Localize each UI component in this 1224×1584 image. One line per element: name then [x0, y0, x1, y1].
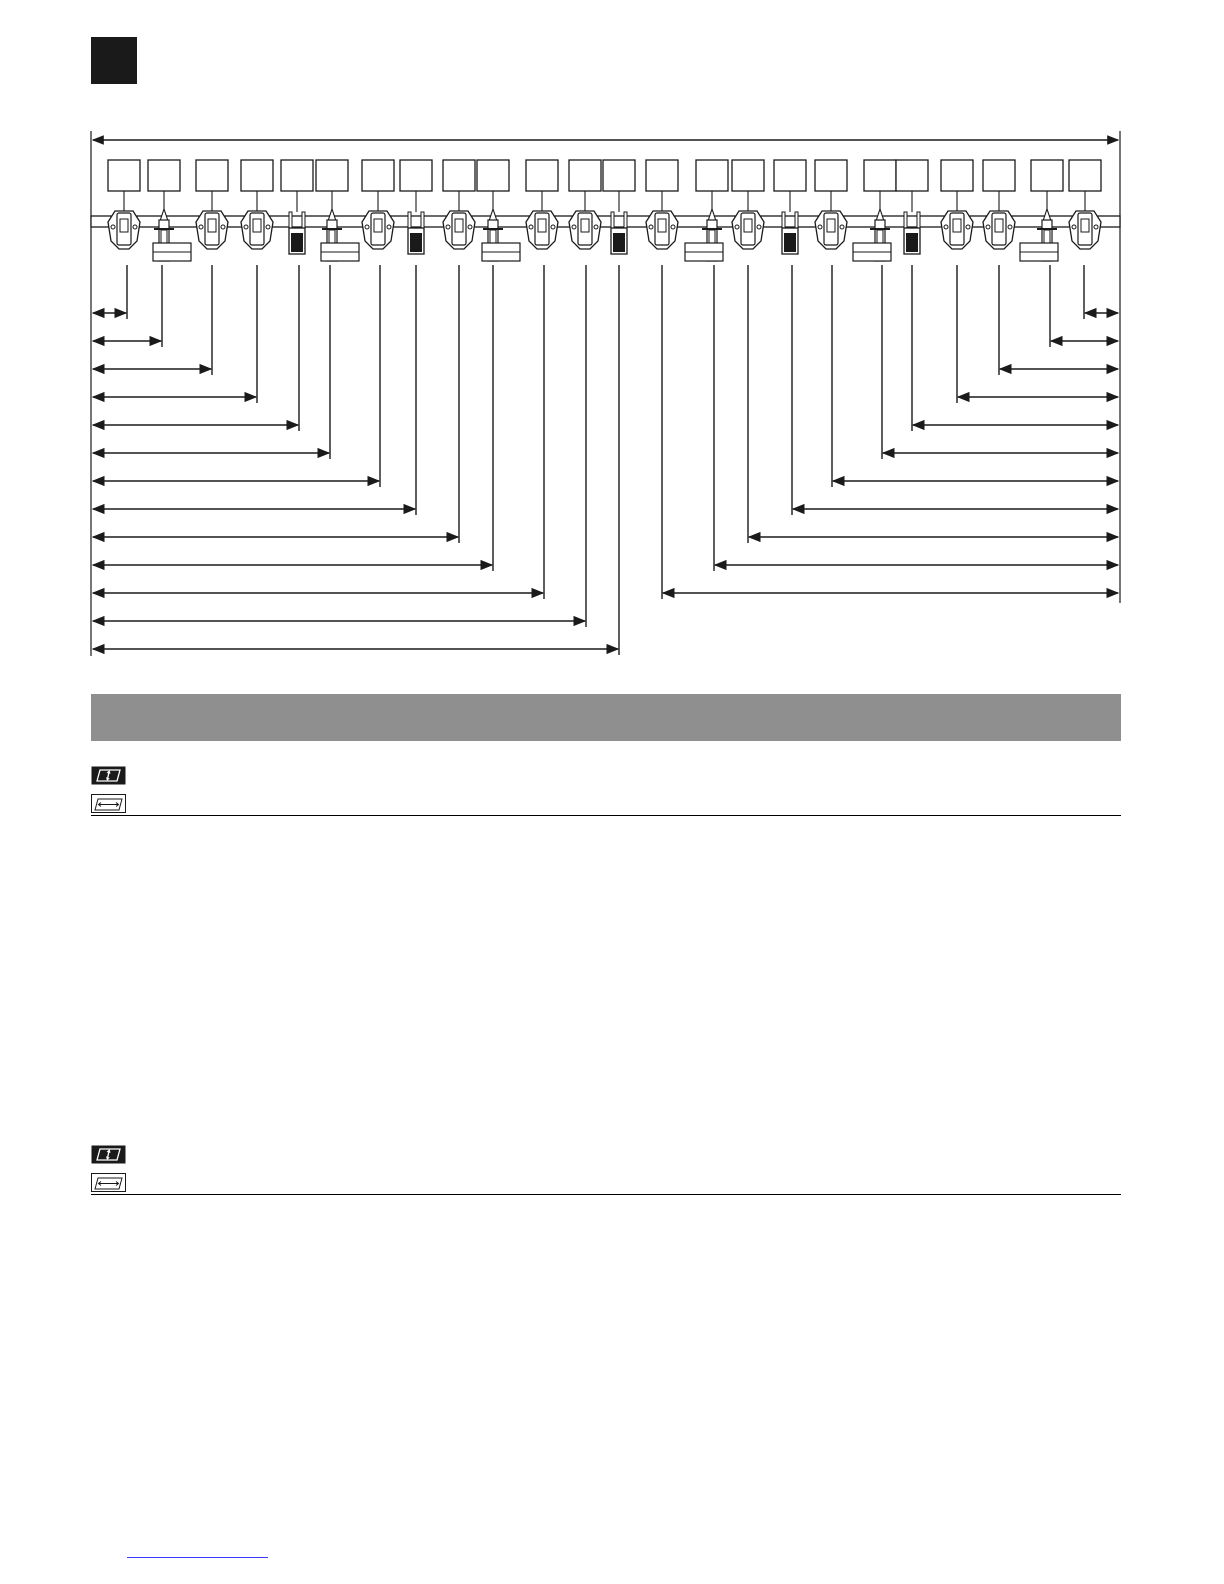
- unit-label-box: [316, 160, 348, 191]
- mount-ring-hole: [840, 225, 844, 229]
- unit-ring: [443, 160, 475, 249]
- mount-ring-window: [208, 219, 216, 232]
- unit-ring: [732, 160, 764, 249]
- mount-ring-hole: [735, 225, 739, 229]
- overall-width-dimension: [91, 131, 1120, 656]
- weight-block: [291, 233, 303, 252]
- section-rule: [91, 1194, 1121, 1195]
- clip-bar: [154, 228, 174, 230]
- clip-head: [489, 209, 497, 221]
- unit-label-box: [815, 160, 847, 191]
- mount-ring-window: [995, 219, 1003, 232]
- unit-label-box: [941, 160, 973, 191]
- weight-hook: [289, 212, 292, 228]
- mount-ring-hole: [594, 225, 598, 229]
- mount-ring-hole: [966, 225, 970, 229]
- clip-window: [709, 230, 715, 243]
- unit-clip: [148, 160, 191, 261]
- unit-label-box: [477, 160, 509, 191]
- weight-block: [784, 233, 796, 252]
- unit-label-box: [196, 160, 228, 191]
- unit-label-box: [362, 160, 394, 191]
- mount-ring-window: [658, 219, 666, 232]
- mount-ring-hole: [986, 225, 990, 229]
- unit-label-box: [864, 160, 896, 191]
- unit-dark: [400, 160, 432, 254]
- mount-ring-window: [253, 219, 261, 232]
- mount-ring-window: [538, 219, 546, 232]
- mount-ring-hole: [1008, 225, 1012, 229]
- mount-ring-hole: [387, 225, 391, 229]
- height-icon: [91, 1145, 126, 1164]
- unit-label-box: [696, 160, 728, 191]
- unit-label-box: [603, 160, 635, 191]
- mount-ring-window: [744, 219, 752, 232]
- mount-ring-window: [120, 219, 128, 232]
- weight-hook: [904, 212, 907, 228]
- clip-window: [877, 230, 883, 243]
- clip-window: [490, 230, 496, 243]
- unit-label-box: [732, 160, 764, 191]
- clip-bar: [1037, 228, 1057, 230]
- weight-hook: [302, 212, 305, 228]
- mount-ring-window: [827, 219, 835, 232]
- unit-dark: [603, 160, 635, 254]
- unit-label-box: [241, 160, 273, 191]
- clip-bar: [870, 228, 890, 230]
- unit-clip: [1020, 160, 1063, 261]
- weight-hook: [795, 212, 798, 228]
- weight-block: [410, 233, 422, 252]
- mount-ring-hole: [818, 225, 822, 229]
- mount-ring-window: [581, 219, 589, 232]
- footer-link-rule: [127, 1557, 268, 1558]
- weight-hook: [624, 212, 627, 228]
- unit-label-box: [896, 160, 928, 191]
- clip-bar: [702, 228, 722, 230]
- unit-dark: [774, 160, 806, 254]
- width-icon: [91, 794, 126, 813]
- mount-ring-window: [953, 219, 961, 232]
- mount-ring-hole: [757, 225, 761, 229]
- mount-ring-hole: [671, 225, 675, 229]
- header-band: [91, 694, 1121, 741]
- unit-ring: [196, 160, 228, 249]
- mount-ring-hole: [1072, 225, 1076, 229]
- mount-ring-hole: [529, 225, 533, 229]
- mount-ring-hole: [468, 225, 472, 229]
- unit-ring: [108, 160, 140, 249]
- unit-label-box: [443, 160, 475, 191]
- unit-label-box: [569, 160, 601, 191]
- mount-ring-hole: [244, 225, 248, 229]
- unit-dark: [281, 160, 313, 254]
- clip-window: [1044, 230, 1050, 243]
- weight-block: [906, 233, 918, 252]
- unit-clip: [853, 160, 896, 261]
- units-group: [108, 160, 1101, 261]
- height-icon: [91, 766, 126, 785]
- clip-bar: [322, 228, 342, 230]
- unit-label-box: [1069, 160, 1101, 191]
- unit-ring: [241, 160, 273, 249]
- unit-ring: [941, 160, 973, 249]
- mount-ring-hole: [199, 225, 203, 229]
- mount-ring-hole: [266, 225, 270, 229]
- weight-hook: [421, 212, 424, 228]
- unit-ring: [569, 160, 601, 249]
- clip-window: [329, 230, 335, 243]
- mount-ring-hole: [551, 225, 555, 229]
- unit-label-box: [1031, 160, 1063, 191]
- mount-ring-hole: [365, 225, 369, 229]
- width-icon: [91, 1173, 126, 1192]
- section-rule: [91, 815, 1121, 816]
- unit-label-box: [983, 160, 1015, 191]
- unit-ring: [1069, 160, 1101, 249]
- unit-dark: [896, 160, 928, 254]
- unit-label-box: [281, 160, 313, 191]
- clip-head: [708, 209, 716, 221]
- unit-label-box: [108, 160, 140, 191]
- unit-label-box: [148, 160, 180, 191]
- clip-window: [161, 230, 167, 243]
- weight-hook: [782, 212, 785, 228]
- weight-hook: [917, 212, 920, 228]
- unit-ring: [526, 160, 558, 249]
- hanging-rail-diagram: [0, 0, 1224, 680]
- unit-ring: [646, 160, 678, 249]
- mount-ring-window: [455, 219, 463, 232]
- mount-ring-hole: [221, 225, 225, 229]
- mount-ring-hole: [944, 225, 948, 229]
- mount-ring-hole: [572, 225, 576, 229]
- mount-ring-window: [1081, 219, 1089, 232]
- unit-label-box: [774, 160, 806, 191]
- mount-ring-hole: [133, 225, 137, 229]
- mount-ring-hole: [1094, 225, 1098, 229]
- weight-block: [613, 233, 625, 252]
- unit-ring: [815, 160, 847, 249]
- clip-bar: [483, 228, 503, 230]
- clip-head: [160, 209, 168, 221]
- weight-hook: [408, 212, 411, 228]
- unit-ring: [983, 160, 1015, 249]
- clip-head: [876, 209, 884, 221]
- dimension-lines: [93, 265, 1118, 655]
- clip-head: [328, 209, 336, 221]
- mount-ring-hole: [111, 225, 115, 229]
- unit-label-box: [400, 160, 432, 191]
- mount-ring-hole: [649, 225, 653, 229]
- unit-ring: [362, 160, 394, 249]
- unit-label-box: [646, 160, 678, 191]
- unit-clip: [685, 160, 728, 261]
- unit-clip: [477, 160, 520, 261]
- unit-label-box: [526, 160, 558, 191]
- mount-ring-window: [374, 219, 382, 232]
- weight-hook: [611, 212, 614, 228]
- unit-clip: [316, 160, 359, 261]
- clip-head: [1043, 209, 1051, 221]
- mount-ring-hole: [446, 225, 450, 229]
